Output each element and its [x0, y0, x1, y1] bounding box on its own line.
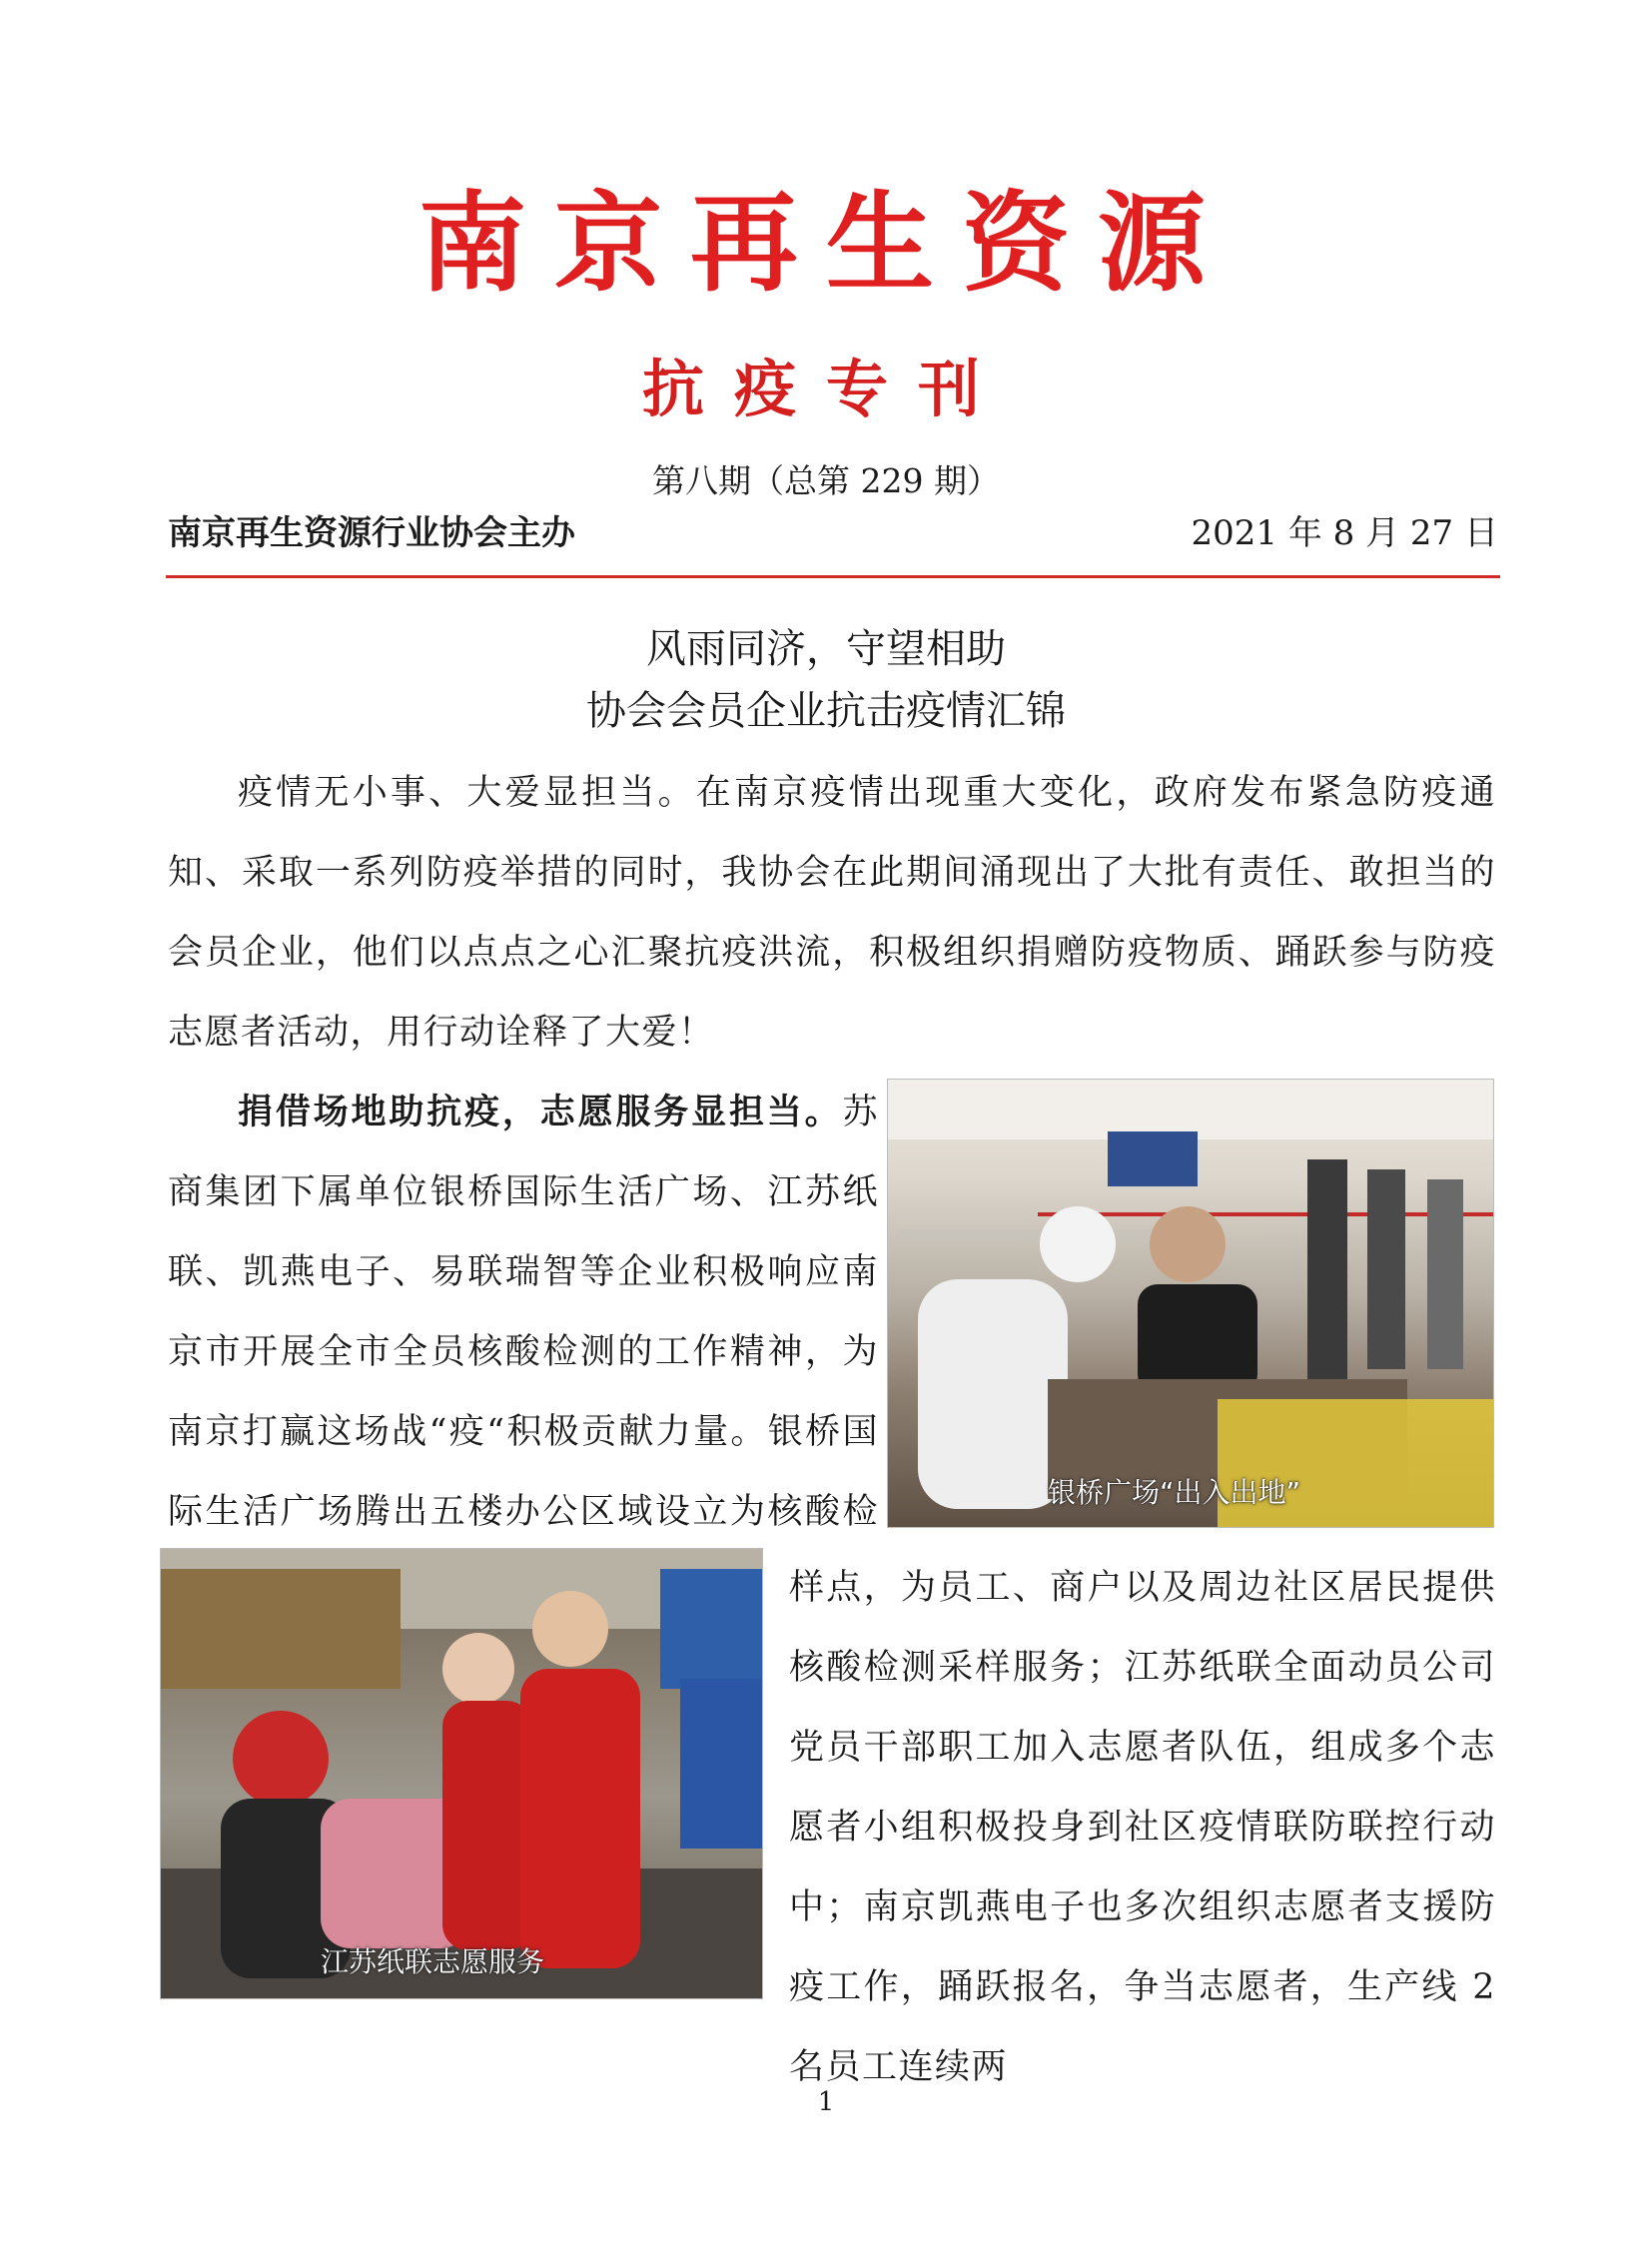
- photo-1-caption: 银桥广场“出入出地”: [1048, 1476, 1301, 1509]
- article-headline-1: 风雨同济，守望相助: [646, 626, 1006, 672]
- sponsor: 南京再生资源行业协会主办: [168, 513, 575, 553]
- header-divider: [166, 575, 1500, 578]
- section-body-left: 苏商集团下属单位银桥国际生活广场、江苏纸联、凯燕电子、易联瑞智等企业积极响应南京市开展全市全员核酸检测的工作精神，为南京打赢这场战“疫“积极贡献力量。银桥国际生活广场腾出五楼办公区域设立为核酸检: [168, 1093, 879, 1532]
- photo-volunteer-illustration: [161, 1549, 762, 1998]
- intro-paragraph: 疫情无小事、大爱显担当。在南京疫情出现重大变化，政府发布紧急防疫通知、采取一系列防疫举措的同时，我协会在此期间涌现出了大批有责任、敢担当的会员企业，他们以点点之心汇聚抗疫洪流，积极组织捐赠防疫物质、踊跃参与防疫志愿者活动，用行动诠释了大爱！: [168, 773, 1496, 1053]
- issue-number: 第八期（总第 229 期）: [652, 461, 1000, 500]
- publish-date: 2021 年 8 月 27 日: [1191, 513, 1498, 553]
- photo-volunteer-service: [160, 1548, 763, 1999]
- masthead-subtitle: 抗疫专刊: [641, 353, 1010, 425]
- section-lead: 捐借场地助抗疫，志愿服务显担当。: [238, 1092, 843, 1132]
- photo-2-caption: 江苏纸联志愿服务: [321, 1945, 545, 1978]
- photo-nucleic-test: [887, 1079, 1494, 1528]
- page-number: 1: [817, 2087, 835, 2117]
- article-headline-2: 协会会员企业抗击疫情汇锦: [586, 688, 1066, 734]
- photo-nucleic-test-illustration: [888, 1080, 1493, 1527]
- section-paragraph-right: 样点，为员工、商户以及周边社区居民提供核酸检测采样服务；江苏纸联全面动员公司党员干部职工加入志愿者队伍，组成多个志愿者小组积极投身到社区疫情联防联控行动中；南京凯燕电子也多次组织志愿者支援防疫工作，踊跃报名，争当志愿者，生产线 2 名员工连续两: [789, 1568, 1496, 2087]
- masthead-title: 南京再生资源: [417, 182, 1234, 307]
